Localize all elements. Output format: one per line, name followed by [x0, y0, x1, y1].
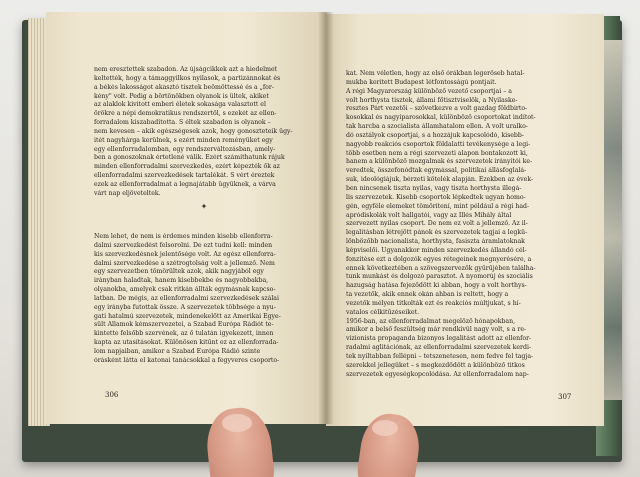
text-line: minden ellenforradalmi szervezkedés, ezért képezték ők az: [94, 163, 280, 171]
text-line: ta vezetők, akik ennek okán ahban is reltett, hogy a: [346, 291, 509, 299]
text-line: tak harcba a szocialista államhatalom ellen. A volt uralko-: [346, 123, 528, 131]
text-line: hanem a különböző mozgalmak és szervezetek irányítói ke-: [346, 158, 533, 166]
text-line: irányban haladtak, hanem kisebbekbe és nagyobbakba,: [94, 277, 269, 285]
text-line: képviselői. Ugyanakkor minden szervezkedés állandó cél-: [346, 246, 527, 254]
left-thumbnail-highlight: [222, 414, 252, 432]
text-line: dó osztályok csoportjai, s a hozzájuk kapcsolódó, kisebb-: [346, 131, 524, 139]
text-line: szerekkel jellegüket – s megkezdődött a különböző titkos: [346, 361, 525, 369]
text-line: nem kevesen – akik egészségesek azok, hogy gonoszteteik ügy-: [94, 127, 293, 135]
right-thumbnail-highlight: [372, 420, 398, 436]
text-line: hazugság hatása fejeződött ki abban, hogy a volt horthys-: [346, 282, 527, 290]
text-line: mukba kerített Budapest létfontosságú pontjait.: [346, 78, 497, 86]
text-line: gati hatalmú szervezetek, mindenekelőtt az Amerikai Egye-: [94, 312, 281, 320]
text-line: Nem lehet, de nem is érdemes minden kisebb ellenforra-: [94, 233, 273, 240]
text-line: tek nyiltabban fellépni – tetszenetesen, nem fedve fel tagja-: [346, 353, 534, 360]
text-line: ellenforradalmi szervezkedések tartalékát. S vért éreztek: [94, 172, 275, 180]
text-line: egy szervezetben tömörültek azok, akik nagyjából egy: [94, 268, 264, 276]
text-line: sült Államok kémszervezetei, a Szabad Európa Rádiót te-: [94, 321, 274, 329]
text-line: ben a gonoszoknak értetlené válik. Ezért számíthatunk rájuk: [94, 154, 285, 162]
text-line: az alaklok kivitott emberi életek sokasága valasztott el: [94, 101, 266, 109]
text-line: dalmi szervezkedést felsorolni. De ezt tudni kell: minden: [94, 241, 273, 249]
text-line: kapta az utasításokat. Különösen kitűnt ez az ellenforrada-: [94, 339, 279, 347]
text-line: suk, ideológiájuk, bérzeti kötelék alapján. Ezekben az évek-: [346, 176, 534, 184]
text-line: vizionista propaganda bizonyos legalitást adott az ellenfor-: [346, 335, 532, 343]
text-line: 1956-ban, az ellenforradalmat megelőző hónapokban,: [346, 317, 516, 325]
text-line: olyanokba, amelyek csak ritkán állták egymásnak kapcso-: [94, 286, 276, 294]
text-line: apródiskolák volt hallgatói, vagy az Illés Mihály által: [346, 211, 512, 219]
text-line: várt nap eljöveteltek.: [94, 189, 161, 197]
text-line: volt horthysta tisztek, állami főtisztviselők, a Nyilaske-: [346, 96, 518, 104]
text-line: legalitásban létrejött pánok és szervezetek tagjai a legkü-: [346, 229, 528, 237]
text-line: örökre a népi demokratikus rendszertől, s ezekét az ellen-: [94, 110, 277, 118]
left-page-text-bottom: [94, 233, 306, 366]
text-line: órásként látta el katonai tanácsokkal a fegyveres csoporto-: [94, 356, 280, 364]
text-line: radalmi aglitációnak, az ellenforradalmi szervezetek kerdi-: [346, 344, 532, 352]
text-line: lom napjaiban, amikor a Szabad Európa Rádió szinte: [94, 347, 261, 355]
text-line: egy irányba futottak össze. A szervezetek többsége a nyu-: [94, 303, 276, 311]
text-line: keltették, hogy a támaggyilkos nyilasok, a partizánnokat és: [94, 74, 281, 82]
text-line: szervezett nyilas csoport. De nem ez volt a jellemző. Az il-: [346, 220, 528, 228]
text-line: latban. De mégis, az ellenforradalmi szervezkedések szálai: [94, 294, 279, 302]
section-separator: ✦: [200, 202, 208, 211]
right-page-text: [346, 70, 576, 380]
left-page-number: 306: [105, 391, 119, 399]
text-line: nem eresztettek szabadon. Az újságcikkek azt a hiedelmet: [94, 66, 278, 73]
text-line: a békés lakosságot akasztó tisztek beömöttessé és a „for-: [94, 83, 274, 91]
text-line: amikor a belső feszültség már rendkívül nagy volt, s a re-: [346, 326, 527, 334]
text-line: A régi Magyarország különböző vezető csoportjai – a: [346, 87, 512, 95]
text-line: szervezetek egyeségkopcolódása. Az ellenforradalom nap-: [346, 370, 529, 378]
text-line: gén, egyféle elemeket tömörítení, mint például a régi had-: [346, 202, 530, 210]
text-line: kat. Nem véletlen, hogy az első órákban legerőseb hatal-: [346, 70, 525, 77]
text-line: tunk munkást és dolgozó parasztot. A nyomorúj és szociális: [346, 273, 533, 281]
text-line: lis szervezetek. Kisebb csoportok lépkedtek ugyan homo-: [346, 193, 526, 201]
text-line: több esetben nem a régi szervezeti alapon bontakozott ki,: [346, 149, 528, 157]
book-gutter: [318, 12, 334, 424]
text-line: fonzítése ezt a dolgozók egyes rétegeinek megnyerésére, a: [346, 255, 532, 263]
text-line: itét nagyhárga kerülnek, s ezért minden reményüket egy: [94, 136, 273, 144]
text-line: kintette felsőbb szervének, az ő tulatán igyekezett, innen: [94, 330, 274, 338]
text-line: dalmi szervezkedése a szétrogtolság volt a jellemző. Nem: [94, 259, 275, 267]
text-line: nagyobb reakciós csoportok földalatti tevékenysége a legi-: [346, 140, 531, 148]
text-line: vezetők mélyen titkolták ezt és reakciós múltjukat, s hí-: [346, 299, 521, 307]
text-line: ezek az ellenforradalmat a legnajátabb ügyüknek, a várva: [94, 180, 276, 188]
text-line: egy ellenforradalomban, egy rendszerváltozásban, amely-: [94, 145, 276, 153]
text-line: ben nincsenek tiszta nyilas, vagy tiszta horthysta illegá-: [346, 184, 522, 192]
left-page-text-top: [94, 66, 306, 199]
text-line: forradalom kiszabadította. S éltek szabadon is olyanok –: [94, 119, 271, 127]
text-line: ennek következtében a szövegszervezők gyűrűjében találha-: [346, 264, 536, 272]
text-line: vatalos célkitűzéseiket.: [346, 308, 420, 316]
text-line: kosokkal és nagyiparosokkal, különböző csoportokat indítot-: [346, 114, 536, 122]
text-line: resztes Párt vezetői – szövetkezve a volt gazdag földbirto-: [346, 105, 528, 113]
text-line: lönbözőbb nacionalista, horthysta, fasiszta áramlatoknak: [346, 238, 525, 246]
text-line: veredtek, összefonódtak egymással, politikai állásfoglalá-: [346, 167, 527, 175]
text-line: kis szervezkedésnek jelentősége volt. Az egész ellenforra-: [94, 250, 276, 258]
text-line: kény" volt. Pedig a börtönökben olyanok is ültek, akiket: [94, 92, 269, 100]
right-page-number: 307: [558, 393, 572, 401]
